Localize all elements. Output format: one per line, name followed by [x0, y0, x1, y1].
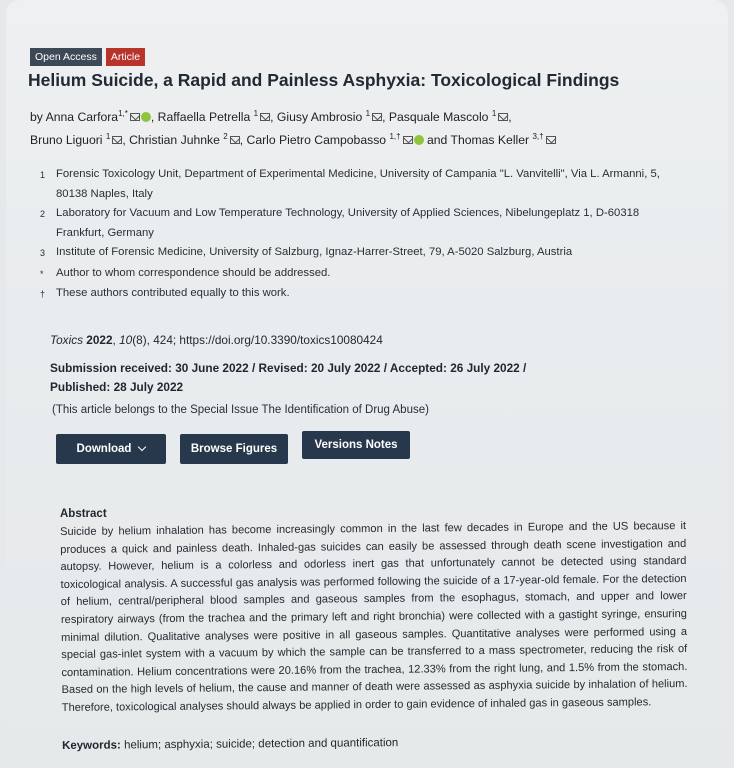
author-5[interactable]: Bruno Liguori $^1$: [30, 133, 122, 147]
author-1[interactable]: Anna Carfora$^{1,*}$: [46, 110, 151, 124]
citation-year: 2022: [86, 333, 113, 347]
author-3[interactable]: Giusy Ambrosio $^1$: [277, 110, 382, 124]
dates-line-1: Submission received: 30 June 2022 / Revised: 20 July 2022 / Accepted: 26 July 2022 /: [50, 361, 527, 375]
article-type-badge: Article: [106, 48, 145, 66]
email-icon[interactable]: [130, 113, 140, 121]
chevron-down-icon: [138, 443, 146, 451]
email-icon[interactable]: [403, 136, 413, 144]
abstract-heading: Abstract: [60, 508, 107, 520]
citation: Toxics 2022, 10(8), 424; https://doi.org/10.3390/toxics10080424: [50, 333, 383, 347]
affiliations: [40, 165, 680, 305]
author-2[interactable]: Raffaella Petrella $^1$: [158, 110, 270, 124]
publication-dates: [50, 359, 590, 397]
equal-contribution-note: † These authors contributed equally to this work.: [40, 287, 290, 299]
citation-issue: (8): [132, 333, 147, 347]
article-page: [6, 0, 728, 768]
special-issue-note[interactable]: (This article belongs to the Special Issue The Identification of Drug Abuse): [52, 404, 429, 416]
keywords: [62, 737, 398, 752]
keywords-list[interactable]: helium; asphyxia; suicide; detection and quantification: [123, 737, 399, 752]
action-buttons: [56, 434, 410, 464]
abstract-text: Suicide by helium inhalation has become increasingly common in the last few decades in Europe and the US because it produces a quick and painless death. Inhaled-gas suicides can easily be assessed through death scene investigation and autopsy. However, helium is a colorless and odorless inert gas that unfortunately cannot be detected using standard toxicological analysis. A successful gas analysis was performed following the suicide of a 17-year-old female. For the detection of helium, central/peripheral blood samples and gaseous samples from the esophagus, stomach, and upper and lower respiratory airways (from the trachea and the primary left and right bronchia) were collected with a gastight syringe, ensuring minimal dilution. Qualitative analyses were positive in all gaseous samples. Quantitative analyses were performed using a special gas-inlet system with a vacuum by which the sample can be transferred to a mass spectrometer, reducing the risk of contamination. Helium concentrations were 20.16% from the trachea, 12.33% from the right lung, and 1.5% from the stomach. Based on the high levels of helium, the cause and manner of death were assessed as asphyxia suicide by inhalation of helium. Therefore, toxicological analyses should always be applied in order to gain evidence of inhaled gas in gaseous samples.: [60, 519, 688, 714]
author-7[interactable]: Carlo Pietro Campobasso $^{1,\dagger}$: [247, 133, 424, 147]
email-icon[interactable]: [230, 136, 240, 144]
author-8[interactable]: Thomas Keller $^{3,\dagger}$: [451, 133, 556, 147]
by-label: by: [30, 110, 43, 125]
citation-doi[interactable]: , 424; https://doi.org/10.3390/toxics10080424: [146, 333, 383, 347]
dates-line-2: Published: 28 July 2022: [50, 380, 184, 394]
author-list: by Anna Carfora$^{1,*}$ , Raffaella Petrella $^1$ , Giusy Ambrosio $^1$ , Pasquale Mascolo $^1$ , Bruno Liguori $^1$ , Christian Juhnke $^2$ , Carlo Pietro Campobasso $^{1,\dagger}$ and Thomas Keller $^{3,\dagger}$: [30, 104, 670, 150]
badge-group: [30, 48, 145, 66]
keywords-label: Keywords:: [62, 739, 121, 752]
email-icon[interactable]: [546, 136, 556, 144]
email-icon[interactable]: [112, 136, 122, 144]
download-button[interactable]: Download: [56, 434, 166, 464]
author-4[interactable]: Pasquale Mascolo $^1$: [389, 110, 508, 124]
browse-figures-button[interactable]: Browse Figures: [180, 434, 288, 464]
affiliation-1: 1 Forensic Toxicology Unit, Department of Experimental Medicine, University of Campania "L. Vanvitelli", Via L. Armanni, 5, 80138 Naples, Italy: [40, 168, 660, 200]
article-title: Helium Suicide, a Rapid and Painless Asphyxia: Toxicological Findings: [28, 70, 620, 90]
email-icon[interactable]: [372, 113, 382, 121]
email-icon[interactable]: [260, 113, 270, 121]
email-icon[interactable]: [498, 113, 508, 121]
orcid-icon[interactable]: [141, 112, 151, 122]
journal-name[interactable]: Toxics: [50, 333, 83, 347]
affiliation-3: 3 Institute of Forensic Medicine, University of Salzburg, Ignaz-Harrer-Street, 79, A-5020 Salzburg, Austria: [40, 246, 573, 258]
correspondence-note: * Author to whom correspondence should be addressed.: [40, 266, 331, 279]
and-label: and: [426, 133, 448, 148]
author-6[interactable]: Christian Juhnke $^2$: [129, 133, 240, 147]
affiliation-2: 2 Laboratory for Vacuum and Low Temperature Technology, University of Applied Sciences, Nibelungeplatz 1, D-60318 Frankfurt, Germany: [40, 207, 640, 239]
citation-volume: 10: [119, 333, 133, 347]
open-access-badge[interactable]: Open Access: [30, 48, 102, 66]
versions-notes-button[interactable]: Versions Notes: [302, 431, 410, 459]
orcid-icon[interactable]: [414, 135, 424, 145]
